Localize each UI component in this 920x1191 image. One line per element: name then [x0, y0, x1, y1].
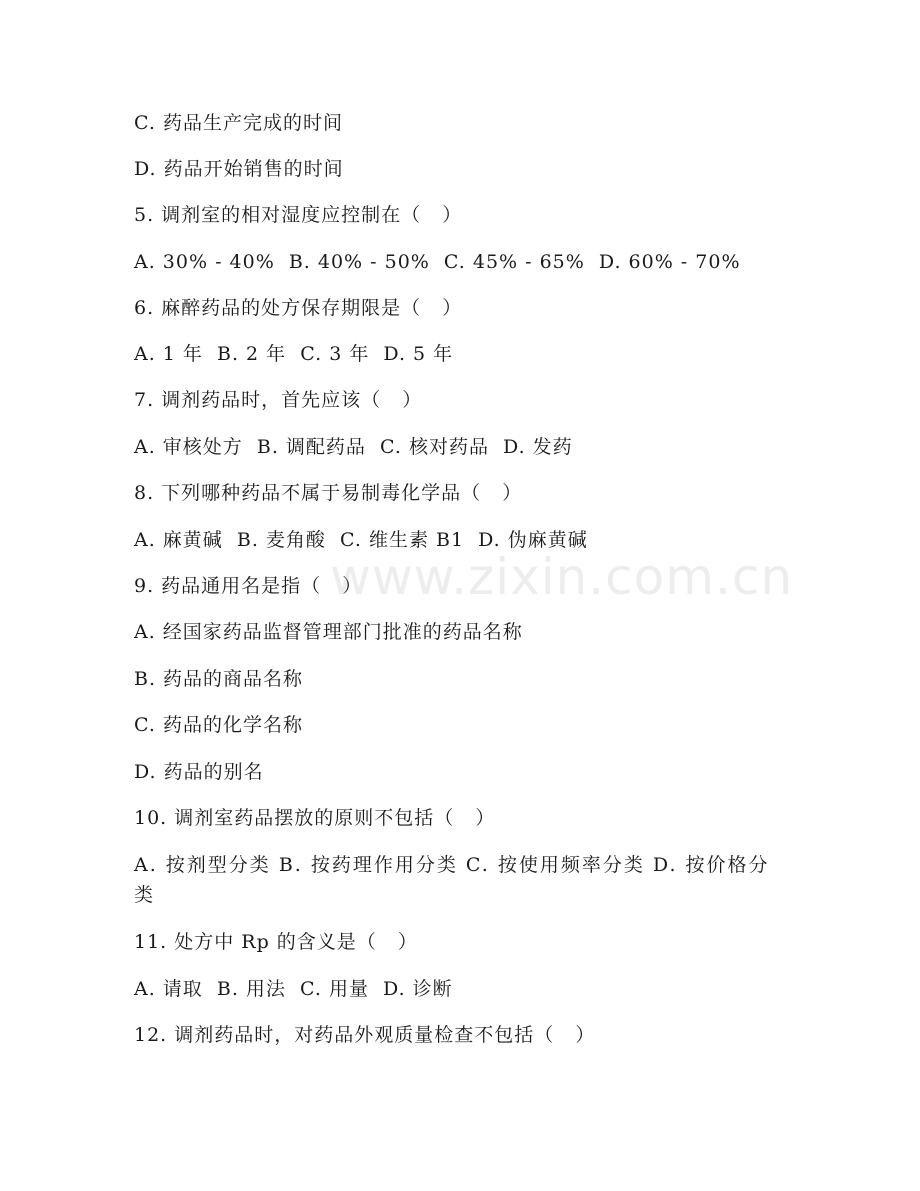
question-11-options: A. 请取 B. 用法 C. 用量 D. 诊断: [134, 978, 453, 1000]
question-7: 7. 调剂药品时，首先应该（ ）: [134, 389, 423, 411]
question-11: 11. 处方中 Rp 的含义是（ ）: [134, 931, 418, 953]
question-10-options: A. 按剂型分类 B. 按药理作用分类 C. 按使用频率分类 D. 按价格分类: [134, 854, 770, 906]
question-8-options: A. 麻黄碱 B. 麦角酸 C. 维生素 B1 D. 伪麻黄碱: [134, 529, 588, 551]
option-c-production-time: C. 药品生产完成的时间: [134, 112, 343, 134]
question-5: 5. 调剂室的相对湿度应控制在（ ）: [134, 204, 463, 226]
question-10: 10. 调剂室药品摆放的原则不包括（ ）: [134, 807, 496, 829]
question-12: 12. 调剂药品时，对药品外观质量检查不包括（ ）: [134, 1024, 596, 1046]
question-5-options: A. 30% - 40% B. 40% - 50% C. 45% - 65% D. 60% - 70%: [134, 251, 741, 273]
question-9-option-c: C. 药品的化学名称: [134, 714, 303, 736]
watermark: www.zixin.com.cn: [330, 548, 794, 606]
question-6: 6. 麻醉药品的处方保存期限是（ ）: [134, 297, 463, 319]
question-9: 9. 药品通用名是指（ ）: [134, 575, 363, 597]
question-7-options: A. 审核处方 B. 调配药品 C. 核对药品 D. 发药: [134, 436, 573, 458]
question-9-option-a: A. 经国家药品监督管理部门批准的药品名称: [134, 621, 523, 643]
question-9-option-d: D. 药品的别名: [134, 761, 264, 783]
option-d-sale-time: D. 药品开始销售的时间: [134, 158, 344, 180]
question-8: 8. 下列哪种药品不属于易制毒化学品（ ）: [134, 482, 523, 504]
question-6-options: A. 1 年 B. 2 年 C. 3 年 D. 5 年: [134, 343, 454, 365]
question-9-option-b: B. 药品的商品名称: [134, 668, 304, 690]
